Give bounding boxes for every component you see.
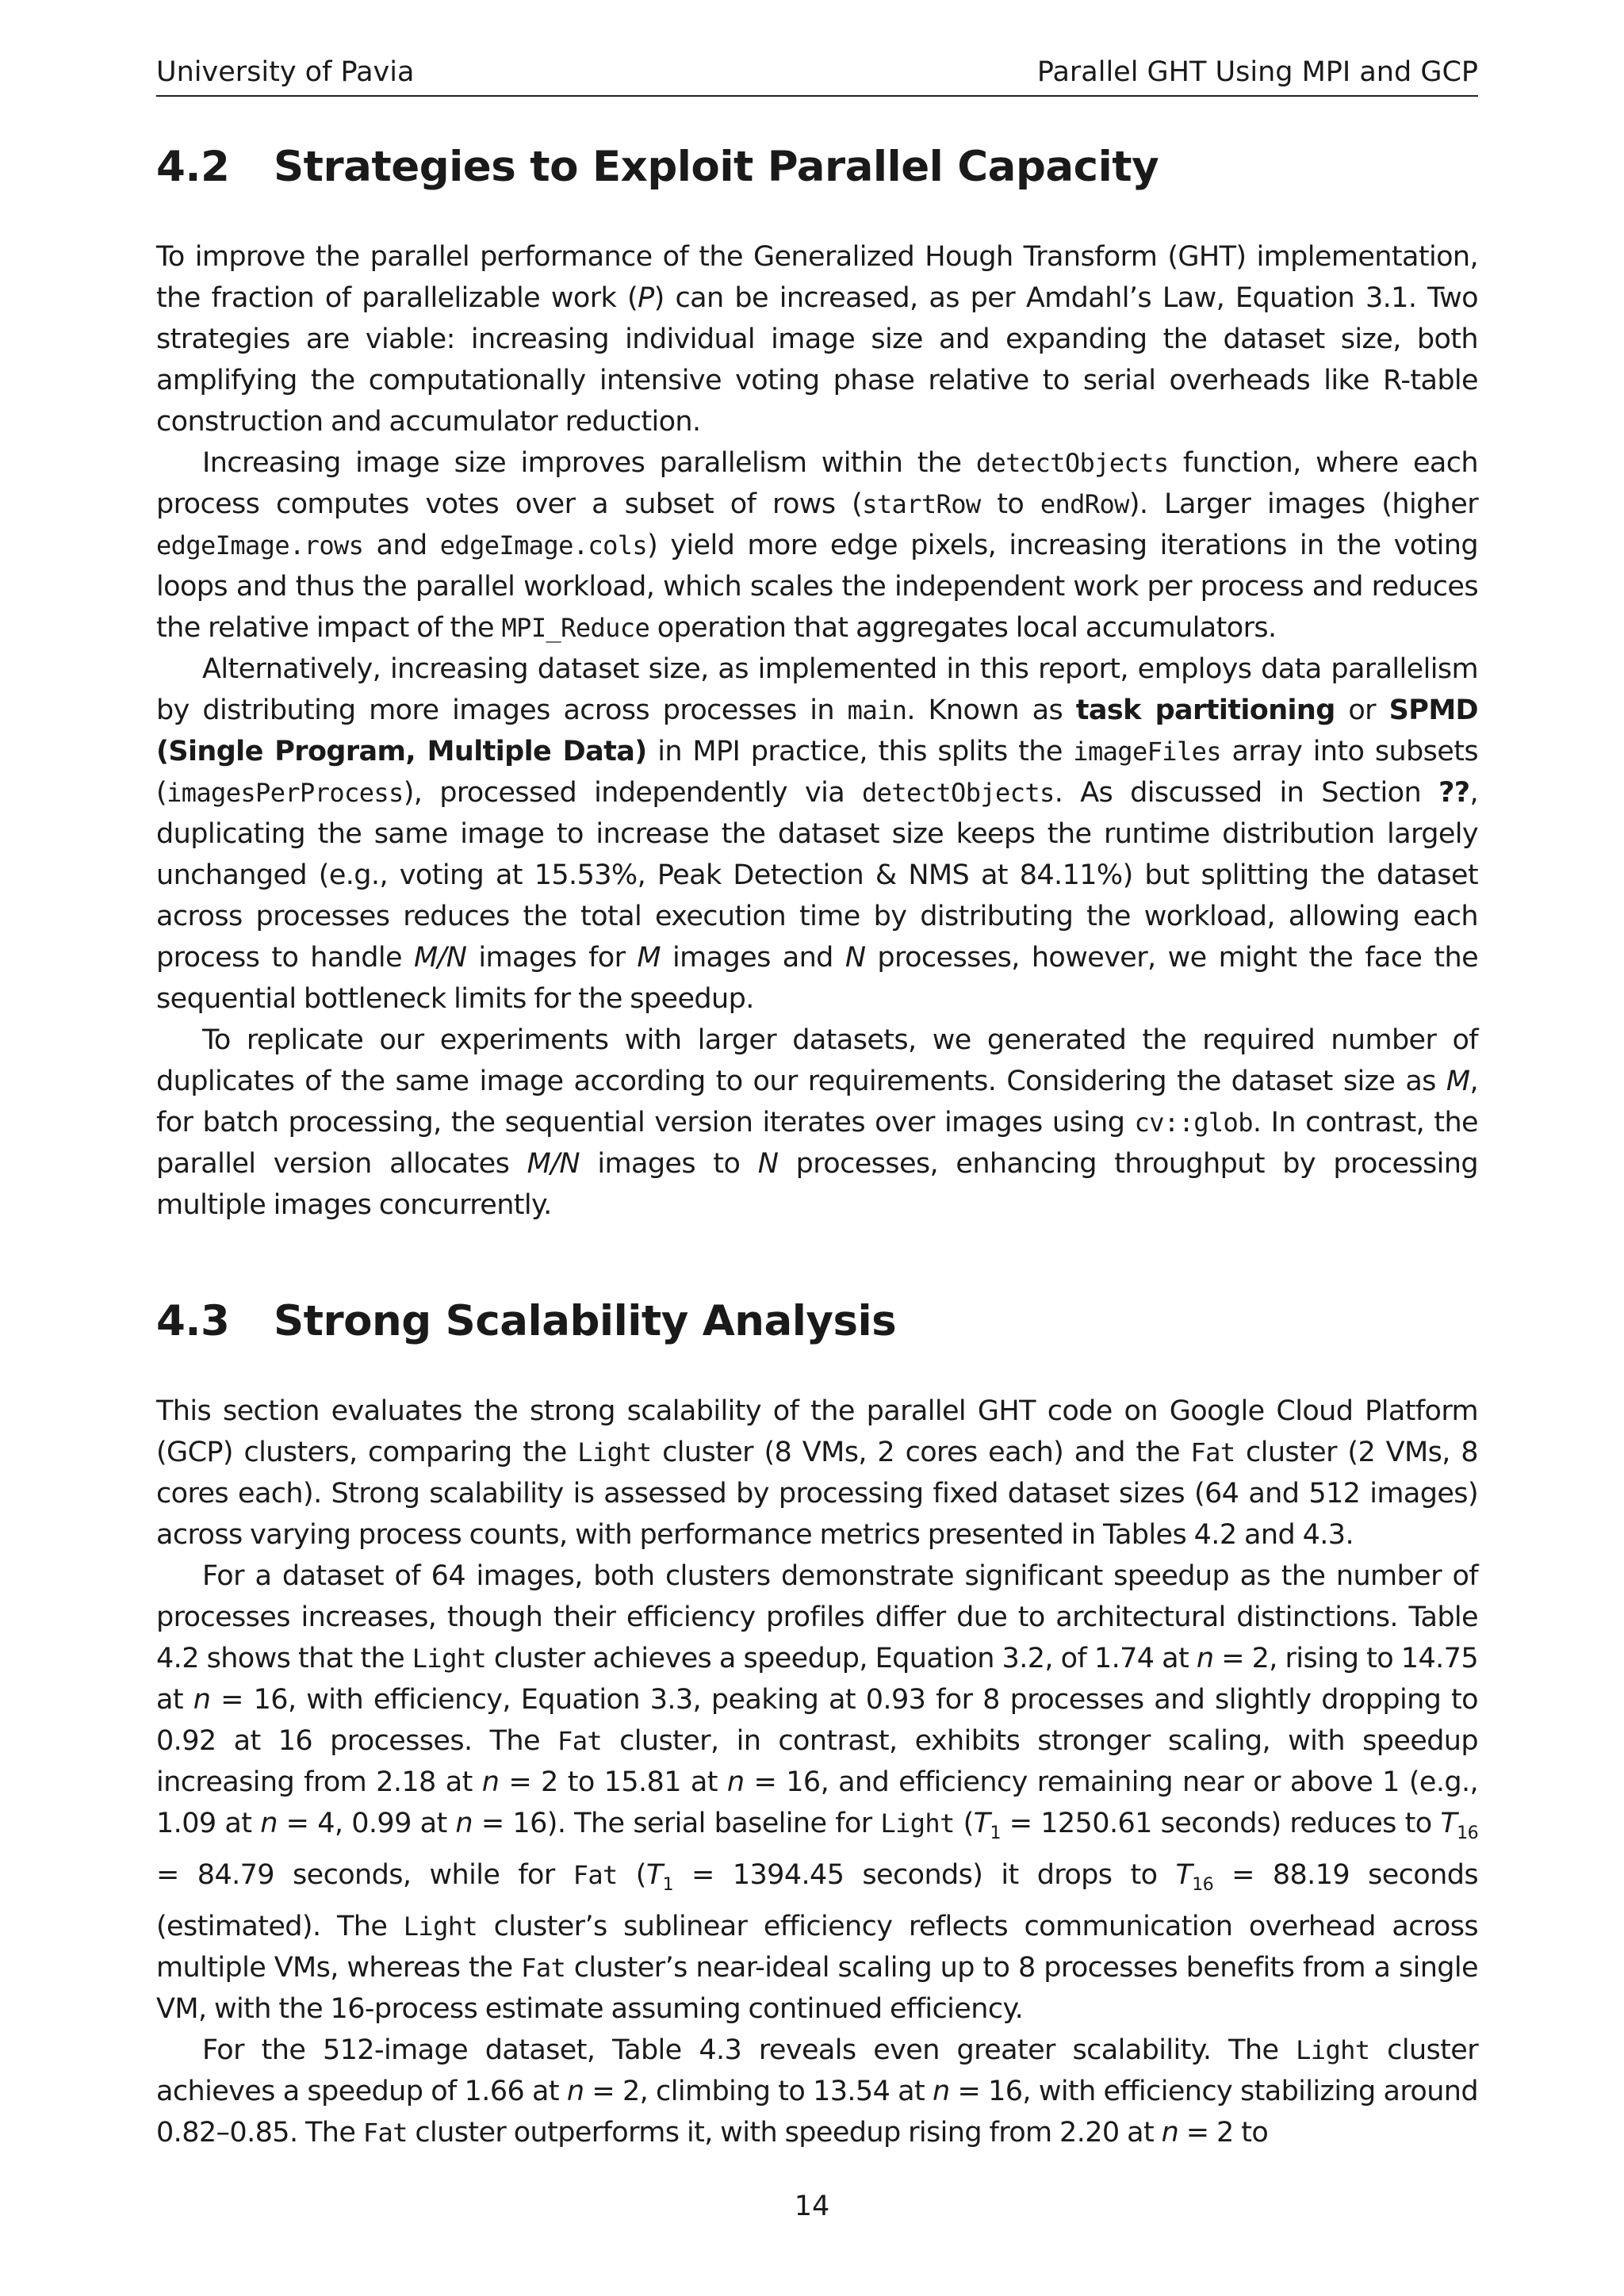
running-header: [156, 52, 1478, 97]
paragraph-4-3-2: For a dataset of 64 images, both clusters demonstrate significant speedup as the number of processes increases, though their efficiency profiles differ due to architectural distinctions. Table 4.2 shows that the Light cluster achieves a speedup, Equation 3.2, of 1.74 at n = 2, rising to 14.75 at n = 16, with efficiency, Equation 3.3, peaking at 0.93 for 8 processes and slightly dropping to 0.92 at 16 processes. The Fat cluster, in contrast, exhibits stronger scaling, with speedup increasing from 2.18 at n = 2 to 15.81 at n = 16, and efficiency remaining near or above 1 (e.g., 1.09 at n = 4, 0.99 at n = 16). The serial baseline for Light ($T_1 = 1250.61$ seconds) reduces to $T_{16} = 84.79$ seconds, while for Fat ($T_1 = 1394.45$ seconds) it drops to $T_{16} = 88.19$ seconds (estimated). The Light cluster’s sublinear efficiency reflects communication overhead across multiple VMs, whereas the Fat cluster’s near-ideal scaling up to 8 processes benefits from a single VM, with the 16-process estimate assuming continued efficiency.: [156, 1560, 1479, 2025]
header-title: Parallel GHT Using MPI and GCP: [1036, 56, 1478, 88]
paragraph-4-3-3: For the 512-image dataset, Table 4.3 reveals even greater scalability. The Light cluster achieves a speedup of 1.66 at n = 2, climbing to 13.54 at n = 16, with efficiency stabilizing around 0.82–0.85. The Fat cluster outperforms it, with speedup rising from 2.20 at n = 2 to: [156, 2034, 1479, 2149]
section-heading-4-3: [156, 1294, 1478, 1349]
paragraph-4-2-4: To replicate our experiments with larger datasets, we generated the required number of duplicates of the same image according to our requirements. Considering the dataset size as M, for batch processing, the sequential version iterates over images using cv::glob. In contrast, the parallel version allocates M/N images to N processes, enhancing throughput by processing multiple images concurrently.: [156, 1024, 1479, 1221]
paragraph-4-2-3: Alternatively, increasing dataset size, as implemented in this report, employs data parallelism by distributing more images across processes in main. Known as task partitioning or SPMD (Single Program, Multiple Data) in MPI practice, this splits the imageFiles array into subsets (imagesPerProcess), processed independently via detectObjects. As discussed in Section ??, duplicating the same image to increase the dataset size keeps the runtime distribution largely unchanged (e.g., voting at 15.53%, Peak Detection & NMS at 84.11%) but splitting the dataset across processes reduces the total execution time by distributing the workload, allowing each process to handle M/N images for M images and N processes, however, we might the face the sequential bottleneck limits for the speedup.: [156, 653, 1479, 1015]
header-institution: University of Pavia: [156, 56, 415, 88]
section-number: 4.3: [156, 1297, 230, 1345]
section-title: Strategies to Exploit Parallel Capacity: [274, 143, 1159, 191]
section-title: Strong Scalability Analysis: [274, 1297, 897, 1345]
paragraph-4-2-1: To improve the parallel performance of the Generalized Hough Transform (GHT) implementation, the fraction of parallelizable work (P) can be increased, as per Amdahl’s Law, Equation 3.1. Two strategies are viable: increasing individual image size and expanding the dataset size, both amplifying the computationally intensive voting phase relative to serial overheads like R-table construction and accumulator reduction.: [156, 241, 1478, 438]
page-number: 14: [794, 2191, 830, 2222]
body-content: [156, 140, 1478, 2153]
paragraph-4-2-2: Increasing image size improves parallelism within the detectObjects function, where each process computes votes over a subset of rows (startRow to endRow). Larger images (higher edgeImage.rows and edgeImage.cols) yield more edge pixels, increasing iterations in the voting loops and thus the parallel workload, which scales the independent work per process and reduces the relative impact of the MPI_Reduce operation that aggregates local accumulators.: [156, 447, 1479, 644]
section-number: 4.2: [156, 143, 230, 191]
paragraph-4-3-1: This section evaluates the strong scalability of the parallel GHT code on Google Cloud Platform (GCP) clusters, comparing the Light cluster (8 VMs, 2 cores each) and the Fat cluster (2 VMs, 8 cores each). Strong scalability is assessed by processing fixed dataset sizes (64 and 512 images) across varying process counts, with performance metrics presented in Tables 4.2 and 4.3.: [156, 1395, 1478, 1551]
section-heading-4-2: [156, 140, 1478, 195]
